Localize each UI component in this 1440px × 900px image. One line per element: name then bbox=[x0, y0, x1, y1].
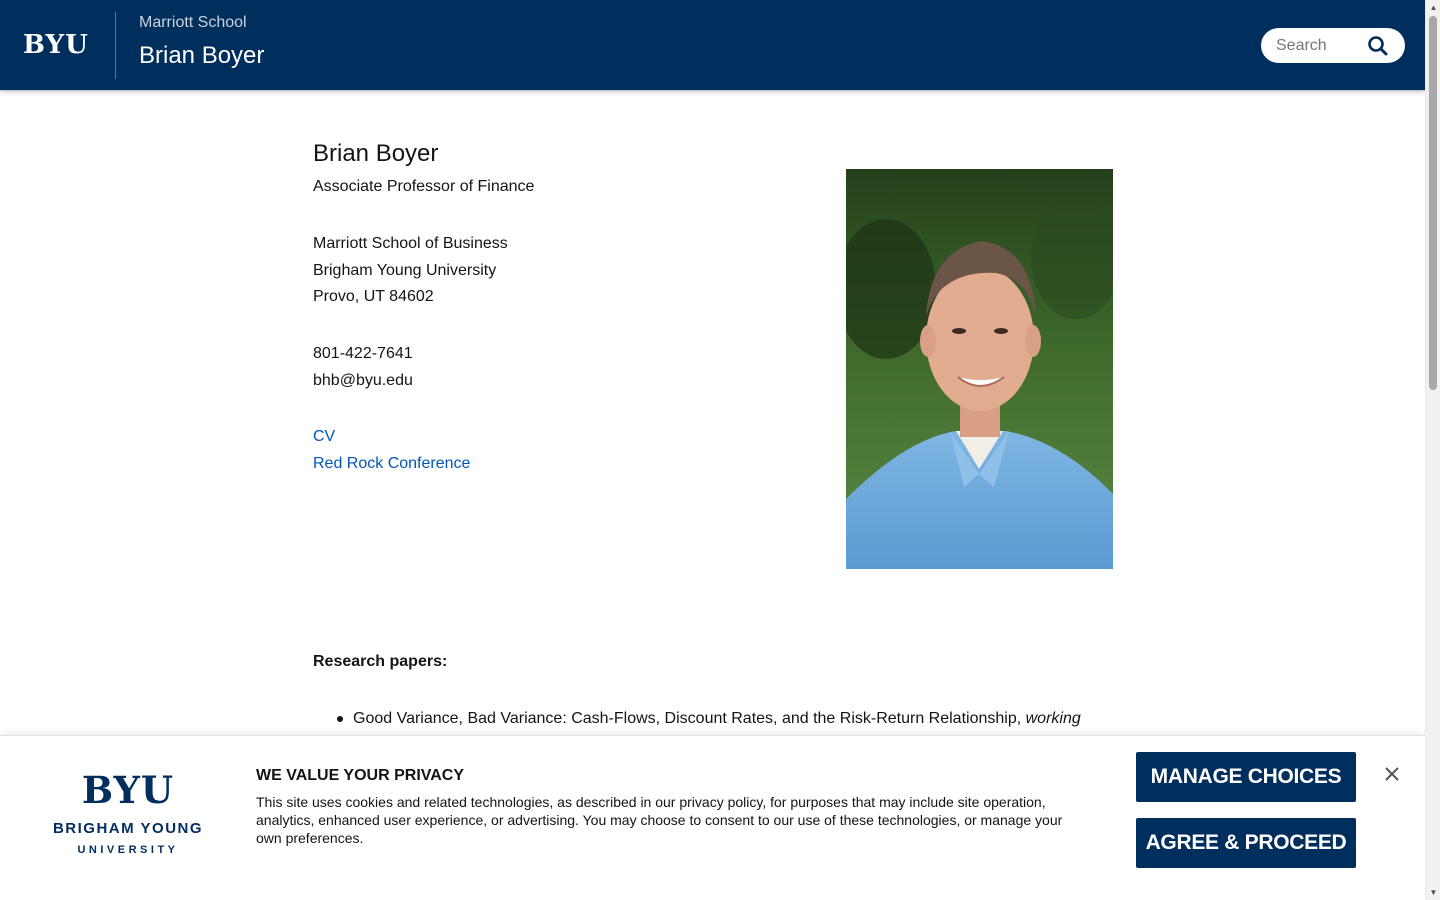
address-line: Marriott School of Business bbox=[313, 235, 508, 252]
scroll-up-icon[interactable]: ▲ bbox=[1429, 3, 1438, 12]
cookie-banner-logo-line1: BRIGHAM YOUNG bbox=[52, 820, 204, 837]
scroll-down-icon[interactable]: ▼ bbox=[1429, 888, 1438, 897]
address-line: Brigham Young University bbox=[313, 262, 497, 279]
research-papers-heading: Research papers: bbox=[313, 653, 448, 670]
red-rock-conference-link[interactable]: Red Rock Conference bbox=[313, 455, 471, 472]
address-line: Provo, UT 84602 bbox=[313, 288, 434, 305]
person-position: Associate Professor of Finance bbox=[313, 178, 535, 195]
person-name: Brian Boyer bbox=[313, 140, 439, 167]
close-icon[interactable] bbox=[1381, 763, 1403, 785]
search-icon[interactable] bbox=[1366, 34, 1390, 58]
cookie-banner-text: This site uses cookies and related technologies, as described in our privacy policy, for purposes that may include site operation, analytics, enhanced user experience, or advertising. You may choose to consent to our use of these technologies, or manage your own preferences. bbox=[256, 794, 1063, 846]
cookie-banner-logo-line2: UNIVERSITY bbox=[77, 844, 179, 856]
paper-title: Good Variance, Bad Variance: Cash-Flows, Discount Rates, and the Risk-Return Relationship, bbox=[353, 710, 1022, 727]
site-title-link[interactable]: Brian Boyer bbox=[139, 42, 265, 69]
profile-photo bbox=[846, 169, 1113, 569]
cv-link[interactable]: CV bbox=[313, 428, 336, 445]
byu-logo[interactable]: BYU bbox=[23, 30, 89, 60]
paper-status: working bbox=[1025, 710, 1081, 727]
site-header bbox=[0, 0, 1425, 91]
cookie-banner-logo: BYU bbox=[81, 768, 175, 812]
email-address: bhb@byu.edu bbox=[313, 372, 413, 389]
agree-proceed-button[interactable]: AGREE & PROCEED bbox=[1136, 818, 1356, 868]
scrollbar-thumb[interactable] bbox=[1429, 16, 1437, 390]
manage-choices-button[interactable]: MANAGE CHOICES bbox=[1136, 752, 1356, 802]
bullet-icon bbox=[337, 716, 343, 722]
cookie-banner-title: WE VALUE YOUR PRIVACY bbox=[256, 767, 465, 784]
research-paper-item bbox=[353, 709, 1081, 729]
site-subtitle-link[interactable]: Marriott School bbox=[139, 14, 247, 31]
header-divider bbox=[115, 12, 116, 79]
page-scrollbar[interactable] bbox=[1425, 0, 1440, 900]
phone-number: 801-422-7641 bbox=[313, 345, 413, 362]
